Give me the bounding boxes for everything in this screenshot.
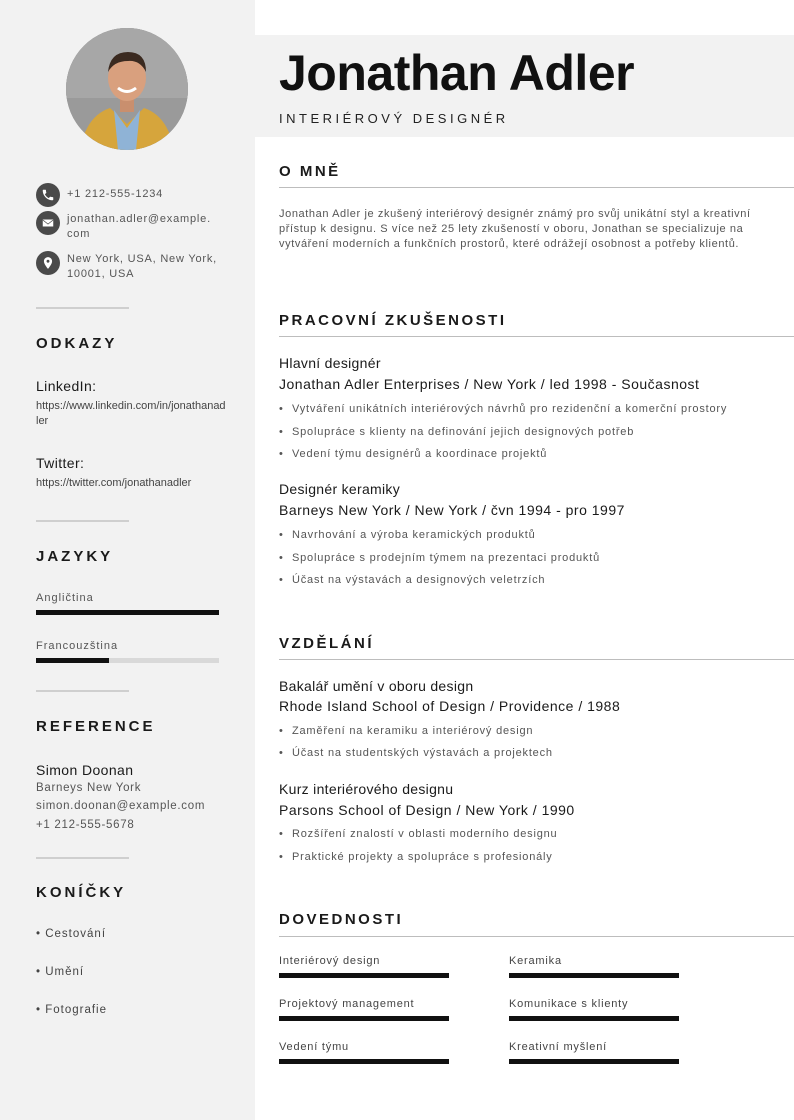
bullet-text: Rozšíření znalostí v oblasti moderního designu: [292, 828, 558, 840]
reference-company: Barneys New York: [36, 782, 142, 794]
education-bullet: • Zaměření na keramiku a interiérový design: [279, 725, 534, 737]
education-subtitle: Parsons School of Design / New York / 1990: [279, 802, 575, 818]
skill-name: Interiérový design: [279, 955, 381, 967]
address-text: New York, USA, New York, 10001, USA: [67, 253, 218, 280]
skill-bar-fill: [279, 1059, 449, 1064]
twitter-label: Twitter:: [36, 455, 85, 471]
education-title: VZDĚLÁNÍ: [279, 635, 374, 652]
contact-phone: [36, 183, 226, 207]
skill-name: Kreativní myšlení: [509, 1041, 607, 1053]
bullet-text: Spolupráce s prodejním týmem na prezentaci produktů: [292, 552, 600, 564]
skill-name: Vedení týmu: [279, 1041, 349, 1053]
reference-phone: +1 212-555-5678: [36, 819, 135, 831]
job-bullet: • Účast na výstavách a designových veletrzích: [279, 574, 546, 586]
bullet-text: Navrhování a výroba keramických produktů: [292, 529, 536, 541]
linkedin-label: LinkedIn:: [36, 378, 97, 394]
education-title-item: Kurz interiérového designu: [279, 781, 454, 797]
skill-bar-fill: [509, 973, 679, 978]
hobby-item: • Cestování: [36, 928, 107, 940]
languages-title: JAZYKY: [36, 548, 114, 565]
phone-icon: [36, 183, 60, 207]
bullet-text: Zaměření na keramiku a interiérový design: [292, 725, 534, 737]
email-icon: [36, 211, 60, 235]
about-title: O MNĚ: [279, 163, 341, 180]
hobby-item: • Fotografie: [36, 1004, 108, 1016]
job-bullet: • Vytváření unikátních interiérových návrhů pro rezidenční a komerční prostory: [279, 403, 728, 415]
skill-name: Keramika: [509, 955, 562, 967]
language-bar-fill: [36, 658, 109, 663]
sidebar-divider: [36, 520, 129, 522]
skill-bar-fill: [279, 1016, 449, 1021]
sidebar-divider: [36, 857, 129, 859]
experience-title: PRACOVNÍ ZKUŠENOSTI: [279, 312, 507, 329]
section-rule: [279, 659, 794, 660]
hobby-item: • Umění: [36, 966, 85, 978]
reference-name: Simon Doonan: [36, 762, 134, 778]
language-bar-fill: [36, 610, 219, 615]
job-bullet: • Spolupráce s klienty na definování jejich designových potřeb: [279, 426, 635, 438]
language-name: Francouzština: [36, 640, 119, 652]
links-title: ODKAZY: [36, 335, 118, 352]
sidebar-divider: [36, 690, 129, 692]
education-bullet: • Rozšíření znalostí v oblasti moderního designu: [279, 828, 558, 840]
language-bar: [36, 610, 219, 615]
education-title-item: Bakalář umění v oboru design: [279, 678, 474, 694]
email-text[interactable]: jonathan.adler@example.com: [67, 213, 211, 240]
language-name: Angličtina: [36, 592, 94, 604]
skill-bar: [509, 1016, 679, 1021]
hobby-label: Umění: [45, 966, 85, 978]
bullet-text: Účast na výstavách a designových veletrzích: [292, 574, 546, 586]
job-bullet: • Navrhování a výroba keramických produktů: [279, 529, 536, 541]
bullet-text: Vedení týmu designérů a koordinace projektů: [292, 448, 548, 460]
skill-bar: [279, 1059, 449, 1064]
twitter-url[interactable]: https://twitter.com/jonathanadler: [36, 477, 192, 489]
about-text: Jonathan Adler je zkušený interiérový designér známý pro svůj unikátní styl a kreativní přístup k designu. S více než 25 lety zkušeností v oboru, Jonathan se specializuje na vytváření moderních a funkčních prostorů, které odrážejí osobnost a potřeby klientů.: [279, 208, 751, 250]
skill-bar-fill: [509, 1016, 679, 1021]
education-subtitle: Rhode Island School of Design / Providence / 1988: [279, 698, 621, 714]
contact-email: [36, 211, 226, 242]
hobby-label: Cestování: [45, 928, 107, 940]
job-title: Hlavní designér: [279, 355, 381, 371]
profile-photo-image: [66, 28, 188, 150]
section-rule: [279, 336, 794, 337]
reference-title: REFERENCE: [36, 718, 156, 735]
education-bullet: • Praktické projekty a spolupráce s profesionály: [279, 851, 553, 863]
skill-bar-fill: [279, 973, 449, 978]
skills-title: DOVEDNOSTI: [279, 911, 404, 928]
skill-bar-fill: [509, 1059, 679, 1064]
person-name: Jonathan Adler: [279, 45, 635, 101]
skill-name: Projektový management: [279, 998, 415, 1010]
skill-bar: [279, 973, 449, 978]
section-rule: [279, 936, 794, 937]
reference-email[interactable]: simon.doonan@example.com: [36, 800, 206, 812]
job-bullet: • Vedení týmu designérů a koordinace projektů: [279, 448, 548, 460]
skill-bar: [279, 1016, 449, 1021]
bullet-text: Praktické projekty a spolupráce s profesionály: [292, 851, 553, 863]
job-subtitle: Jonathan Adler Enterprises / New York / led 1998 - Současnost: [279, 376, 700, 392]
skill-name: Komunikace s klienty: [509, 998, 629, 1010]
job-bullet: • Spolupráce s prodejním týmem na prezentaci produktů: [279, 552, 600, 564]
sidebar-divider: [36, 307, 129, 309]
hobby-label: Fotografie: [45, 1004, 108, 1016]
linkedin-url[interactable]: https://www.linkedin.com/in/jonathanadler: [36, 400, 226, 427]
job-title: Designér keramiky: [279, 481, 401, 497]
bullet-text: Vytváření unikátních interiérových návrhů pro rezidenční a komerční prostory: [292, 403, 728, 415]
person-role: INTERIÉROVÝ DESIGNÉR: [279, 111, 509, 126]
education-bullet: • Účast na studentských výstavách a projektech: [279, 747, 553, 759]
bullet-text: Spolupráce s klienty na definování jejich designových potřeb: [292, 426, 635, 438]
language-bar: [36, 658, 219, 663]
skill-bar: [509, 973, 679, 978]
location-pin-icon: [36, 251, 60, 275]
bullet-text: Účast na studentských výstavách a projektech: [292, 747, 553, 759]
phone-text: +1 212-555-1234: [67, 188, 164, 200]
hobbies-title: KONÍČKY: [36, 884, 127, 901]
profile-photo: [66, 28, 188, 150]
skill-bar: [509, 1059, 679, 1064]
contact-address: [36, 251, 226, 282]
job-subtitle: Barneys New York / New York / čvn 1994 - pro 1997: [279, 502, 625, 518]
section-rule: [279, 187, 794, 188]
